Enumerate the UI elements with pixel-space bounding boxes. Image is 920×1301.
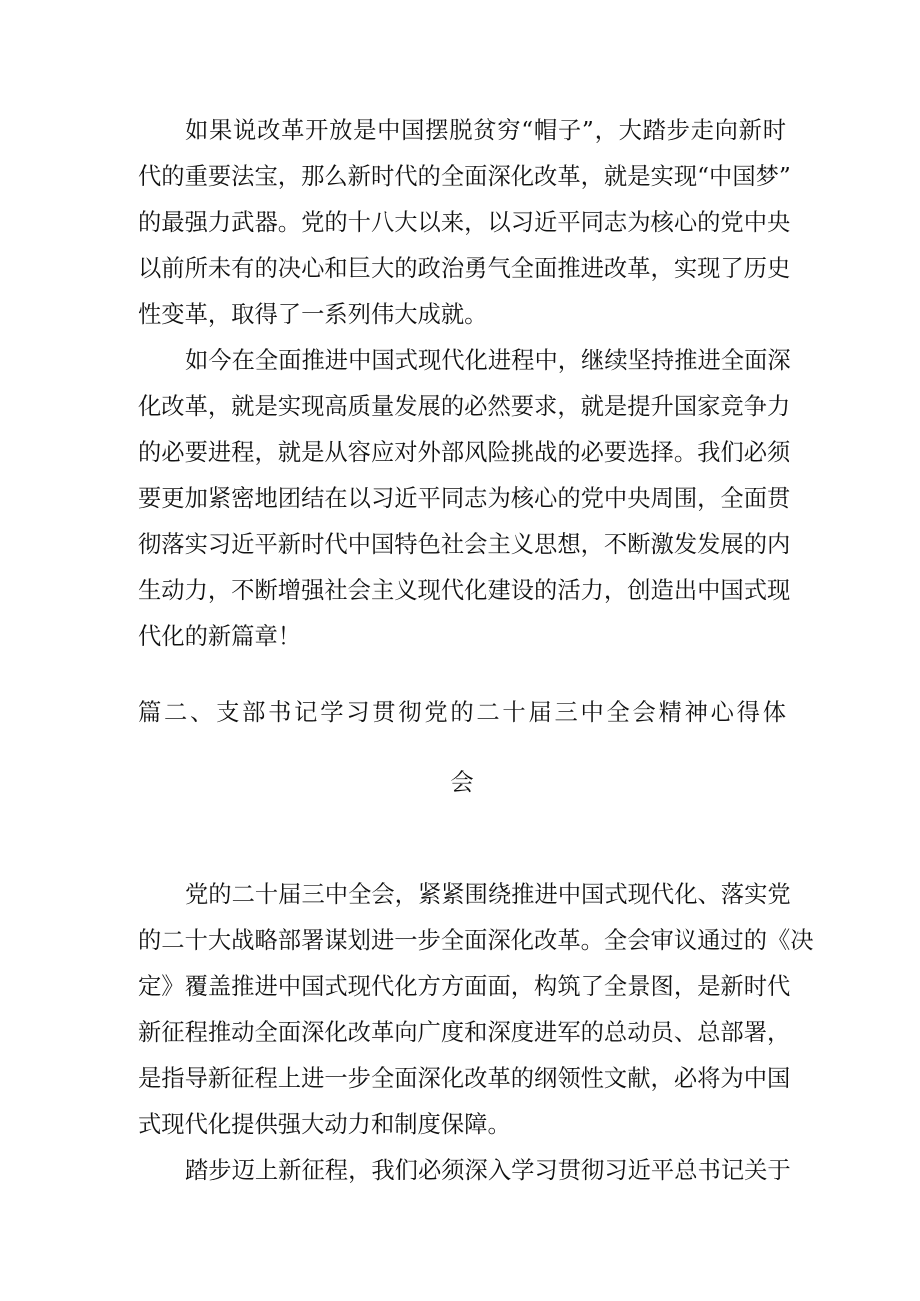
text-line: 代化的新篇章！ xyxy=(138,623,302,650)
text-line: 的二十大战略部署谋划进一步全面深化改革。全会审议通过的《决 xyxy=(138,927,814,954)
text-line: 新征程推动全面深化改革向广度和深度进军的总动员、总部署， xyxy=(138,1019,791,1046)
text-line: 彻落实习近平新时代中国特色社会主义思想，不断激发发展的内 xyxy=(138,531,791,558)
text-line: 踏步迈上新征程，我们必须深入学习贯彻习近平总书记关于 xyxy=(185,1157,791,1184)
text-line: 以前所未有的决心和巨大的政治勇气全面推进改革，实现了历史 xyxy=(138,255,791,282)
text-line: 要更加紧密地团结在以习近平同志为核心的党中央周围，全面贯 xyxy=(138,485,791,512)
text-line: 化改革，就是实现高质量发展的必然要求，就是提升国家竞争力 xyxy=(138,393,791,420)
text-line: 式现代化提供强大动力和制度保障。 xyxy=(138,1111,511,1138)
text-line: 的必要进程，就是从容应对外部风险挑战的必要选择。我们必须 xyxy=(138,439,791,466)
text-line: 是指导新征程上进一步全面深化改革的纲领性文献，必将为中国 xyxy=(138,1065,791,1092)
section-heading-line-1: 篇二、支部书记学习贯彻党的二十届三中全会精神心得体 xyxy=(138,699,786,726)
text-line: 定》覆盖推进中国式现代化方方面面，构筑了全景图，是新时代 xyxy=(138,973,791,1000)
text-line: 生动力，不断增强社会主义现代化建设的活力，创造出中国式现 xyxy=(138,577,791,604)
text-line: 如果说改革开放是中国摆脱贫穷“帽子”，大踏步走向新时 xyxy=(185,117,786,144)
text-line: 性变革，取得了一系列伟大成就。 xyxy=(138,301,488,328)
section-heading-line-2: 会 xyxy=(450,769,474,796)
text-line: 的最强力武器。党的十八大以来，以习近平同志为核心的党中央 xyxy=(138,209,791,236)
text-line: 党的二十届三中全会，紧紧围绕推进中国式现代化、落实党 xyxy=(185,881,791,908)
text-line: 代的重要法宝，那么新时代的全面深化改革，就是实现“中国梦” xyxy=(138,163,791,190)
text-line: 如今在全面推进中国式现代化进程中，继续坚持推进全面深 xyxy=(185,347,791,374)
